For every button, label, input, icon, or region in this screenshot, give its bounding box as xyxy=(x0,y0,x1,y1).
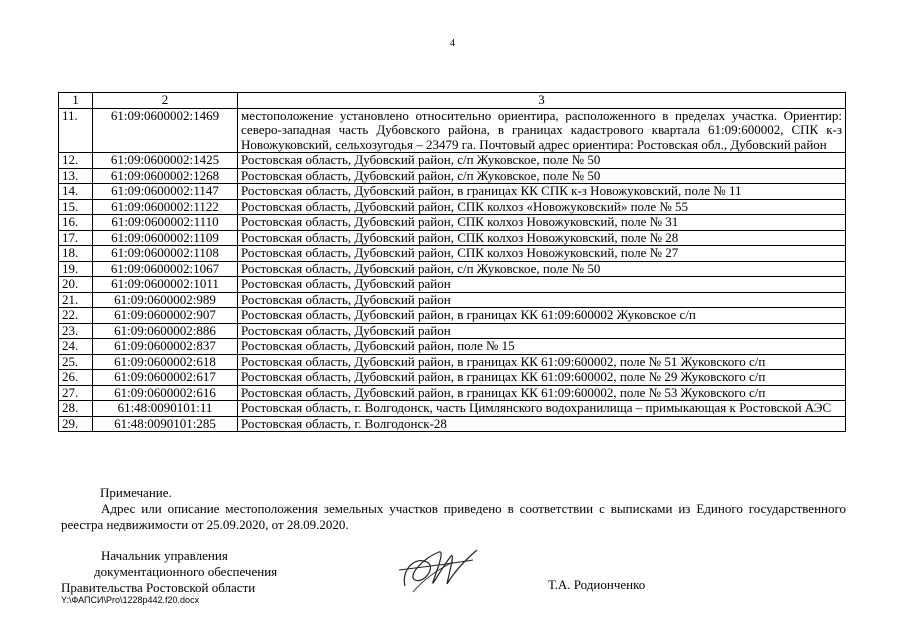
location-description: Ростовская область, г. Волгодонск-28 xyxy=(238,416,846,432)
column-header-2: 2 xyxy=(93,93,238,109)
cadastral-number: 61:09:0600002:1122 xyxy=(93,199,238,215)
cadastral-number: 61:09:0600002:1109 xyxy=(93,230,238,246)
location-description: Ростовская область, Дубовский район, в границах КК СПК к-з Новожуковский, поле № 11 xyxy=(238,184,846,200)
location-description: Ростовская область, Дубовский район, СПК колхоз «Новожуковский» поле № 55 xyxy=(238,199,846,215)
table-row xyxy=(59,277,846,293)
handwritten-signature xyxy=(393,540,483,600)
cadastral-number: 61:09:0600002:616 xyxy=(93,385,238,401)
row-number: 12. xyxy=(59,153,93,169)
signer-position-line: Правительства Ростовской области xyxy=(61,580,256,595)
row-number: 25. xyxy=(59,354,93,370)
cadastral-number: 61:48:0090101:11 xyxy=(93,401,238,417)
row-number: 29. xyxy=(59,416,93,432)
table-row xyxy=(59,339,846,355)
cadastral-number: 61:09:0600002:1268 xyxy=(93,168,238,184)
signer-position-line: документационного обеспечения xyxy=(94,564,278,579)
cadastral-number: 61:09:0600002:618 xyxy=(93,354,238,370)
row-number: 21. xyxy=(59,292,93,308)
row-number: 26. xyxy=(59,370,93,386)
location-description: Ростовская область, Дубовский район, СПК колхоз Новожуковский, поле № 27 xyxy=(238,246,846,262)
row-number: 13. xyxy=(59,168,93,184)
location-description: Ростовская область, Дубовский район xyxy=(238,323,846,339)
row-number: 14. xyxy=(59,184,93,200)
row-number: 19. xyxy=(59,261,93,277)
row-number: 16. xyxy=(59,215,93,231)
row-number: 17. xyxy=(59,230,93,246)
location-description: Ростовская область, Дубовский район xyxy=(238,292,846,308)
table-row xyxy=(59,370,846,386)
table-row xyxy=(59,199,846,215)
location-description: Ростовская область, Дубовский район, СПК колхоз Новожуковский, поле № 28 xyxy=(238,230,846,246)
table-row xyxy=(59,215,846,231)
location-description: Ростовская область, Дубовский район, с/п Жуковское, поле № 50 xyxy=(238,153,846,169)
signer-position-line: Начальник управления xyxy=(101,548,228,563)
row-number: 27. xyxy=(59,385,93,401)
location-description: Ростовская область, Дубовский район, с/п Жуковское, поле № 50 xyxy=(238,261,846,277)
table-header-row xyxy=(59,93,846,109)
file-path: Y:\ФАПСИ\Pro\1228р442.f20.docx xyxy=(61,595,200,605)
row-number: 23. xyxy=(59,323,93,339)
location-description: Ростовская область, Дубовский район, с/п Жуковское, поле № 50 xyxy=(238,168,846,184)
note-title: Примечание. xyxy=(100,485,172,500)
location-description: Ростовская область, г. Волгодонск, часть Цимлянского водохранилища – примыкающая к Ростовской АЭС xyxy=(238,401,846,417)
table-row xyxy=(59,385,846,401)
cadastral-number: 61:09:0600002:1425 xyxy=(93,153,238,169)
table-row xyxy=(59,246,846,262)
table-row xyxy=(59,184,846,200)
table-row xyxy=(59,323,846,339)
location-description: местоположение установлено относительно ориентира, расположенного в пределах участка. Ориентир: северо-западная часть Дубовского района, в границах кадастрового квартала 61:09:600002, СПК к-з Новожуковский, сельхозугодья – 23479 га. Почтовый адрес ориентира: Ростовская обл., Дубовский район xyxy=(238,108,846,153)
row-number: 18. xyxy=(59,246,93,262)
cadastral-number: 61:09:0600002:617 xyxy=(93,370,238,386)
table-row xyxy=(59,308,846,324)
location-description: Ростовская область, Дубовский район, поле № 15 xyxy=(238,339,846,355)
cadastral-number: 61:09:0600002:1067 xyxy=(93,261,238,277)
cadastral-number: 61:09:0600002:1469 xyxy=(93,108,238,153)
signer-position xyxy=(61,548,311,596)
cadastral-number: 61:09:0600002:1011 xyxy=(93,277,238,293)
page-number: 4 xyxy=(450,38,455,49)
land-plot-table xyxy=(58,92,846,432)
cadastral-number: 61:09:0600002:837 xyxy=(93,339,238,355)
row-number: 28. xyxy=(59,401,93,417)
row-number: 24. xyxy=(59,339,93,355)
table-row xyxy=(59,153,846,169)
table-row xyxy=(59,230,846,246)
table-row xyxy=(59,261,846,277)
location-description: Ростовская область, Дубовский район xyxy=(238,277,846,293)
table-row xyxy=(59,416,846,432)
cadastral-number: 61:09:0600002:1147 xyxy=(93,184,238,200)
location-description: Ростовская область, Дубовский район, СПК колхоз Новожуковский, поле № 31 xyxy=(238,215,846,231)
row-number: 20. xyxy=(59,277,93,293)
table-row xyxy=(59,108,846,153)
table-body xyxy=(59,108,846,432)
table-row xyxy=(59,292,846,308)
cadastral-number: 61:09:0600002:1108 xyxy=(93,246,238,262)
location-description: Ростовская область, Дубовский район, в границах КК 61:09:600002, поле № 29 Жуковского с/п xyxy=(238,370,846,386)
location-description: Ростовская область, Дубовский район, в границах КК 61:09:600002, поле № 53 Жуковского с/п xyxy=(238,385,846,401)
location-description: Ростовская область, Дубовский район, в границах КК 61:09:600002, поле № 51 Жуковского с/п xyxy=(238,354,846,370)
cadastral-number: 61:09:0600002:886 xyxy=(93,323,238,339)
note-body: Адрес или описание местоположения земельных участков приведено в соответствии с выписками из Единого государственного реестра недвижимости от 25.09.2020, от 28.09.2020. xyxy=(61,501,846,532)
cadastral-number: 61:09:0600002:907 xyxy=(93,308,238,324)
column-header-3: 3 xyxy=(238,93,846,109)
row-number: 22. xyxy=(59,308,93,324)
table-row xyxy=(59,401,846,417)
table-row xyxy=(59,168,846,184)
cadastral-number: 61:48:0090101:285 xyxy=(93,416,238,432)
location-description: Ростовская область, Дубовский район, в границах КК 61:09:600002 Жуковское с/п xyxy=(238,308,846,324)
cadastral-number: 61:09:0600002:989 xyxy=(93,292,238,308)
table-row xyxy=(59,354,846,370)
row-number: 15. xyxy=(59,199,93,215)
cadastral-number: 61:09:0600002:1110 xyxy=(93,215,238,231)
row-number: 11. xyxy=(59,108,93,153)
signer-name: Т.А. Родионченко xyxy=(548,577,646,592)
column-header-1: 1 xyxy=(59,93,93,109)
